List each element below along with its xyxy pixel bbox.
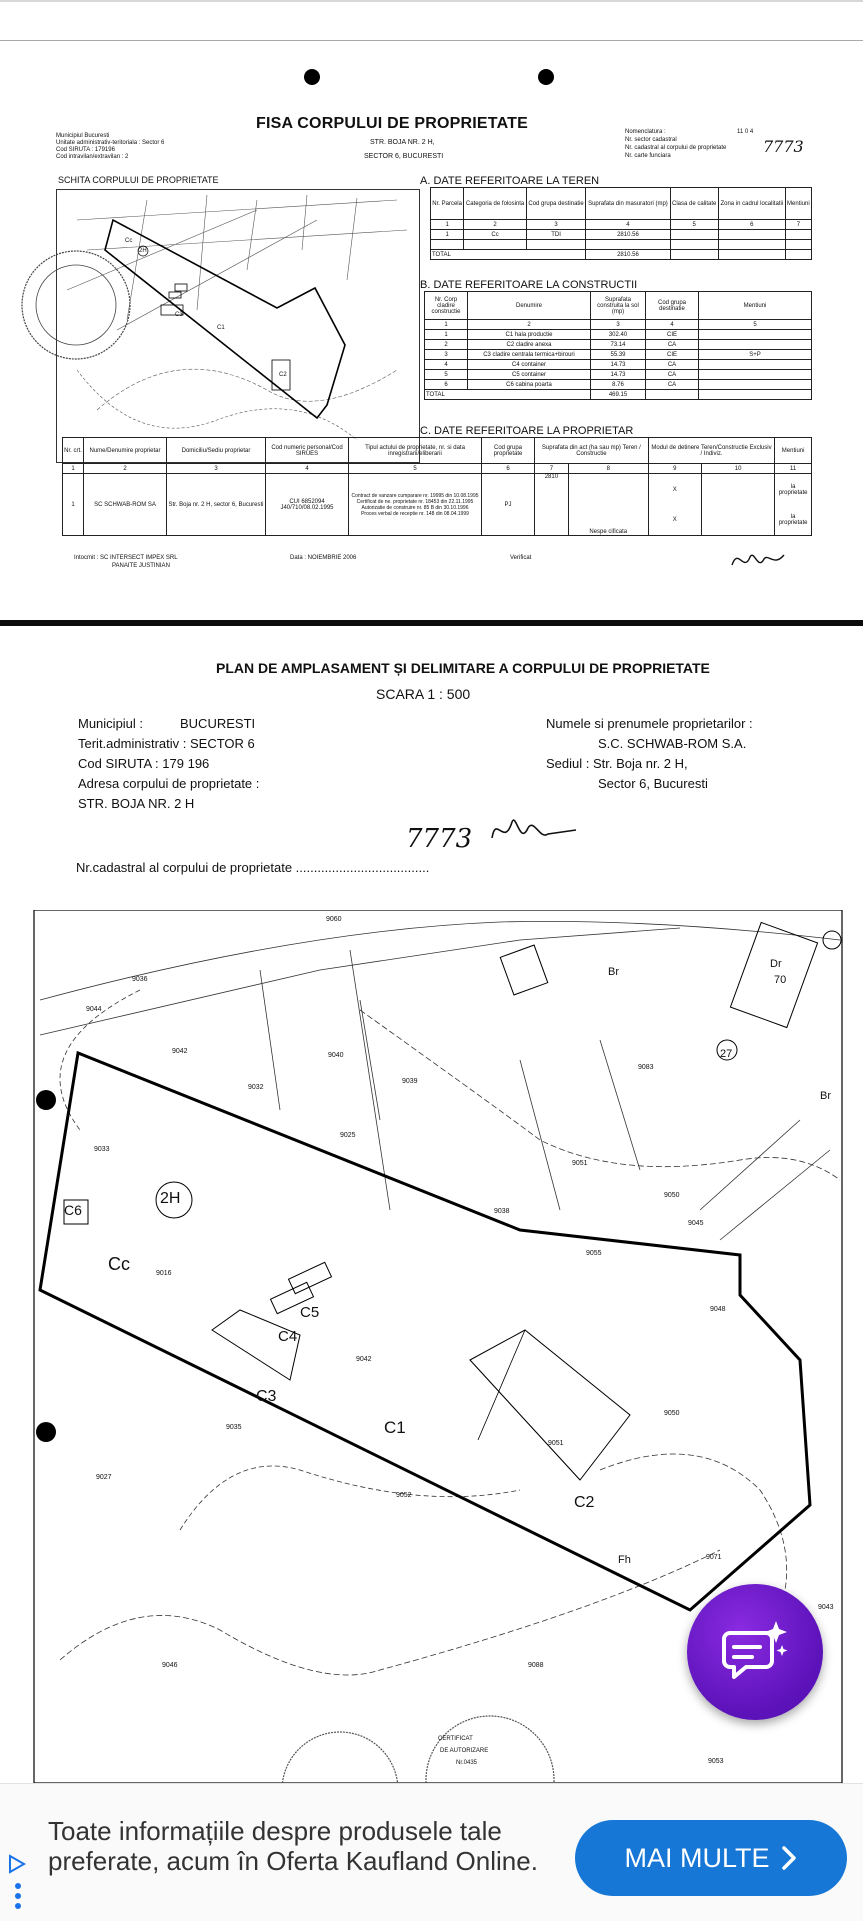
sector-cadastral-label: Nr. sector cadastral <box>625 137 677 143</box>
label-c1: C1 <box>384 1418 406 1437</box>
teren-index: 5 <box>670 220 718 230</box>
teren-cell: 1 <box>431 230 464 240</box>
fisa-document <box>0 40 863 621</box>
constructii-cell <box>699 340 812 350</box>
constructii-cell: 4 <box>425 360 468 370</box>
elevation-label: 9042 <box>356 1356 372 1363</box>
siruta-text-2: Cod SIRUTA : 179 196 <box>78 756 210 771</box>
teren-index: 3 <box>526 220 585 230</box>
constructii-cell: 3 <box>425 350 468 360</box>
handwritten-number: 7773 <box>406 824 473 854</box>
constructii-cell: 5 <box>425 370 468 380</box>
constructii-cell: 8.76 <box>591 380 646 390</box>
stamp-text: CERTIFICAT <box>438 1736 473 1742</box>
proprietar-nr: 1 <box>63 474 84 536</box>
teren-header: Cod grupa destinatie <box>526 188 585 220</box>
proprietar-constructie: Nespe cificata <box>568 474 648 536</box>
label-n27: 27 <box>720 1048 733 1060</box>
proprietar-index: 11 <box>775 464 812 474</box>
elevation-label: 9036 <box>132 976 148 983</box>
elevation-label: 9051 <box>548 1440 564 1447</box>
elevation-label: 9055 <box>586 1250 602 1257</box>
mentiune-line: la proprietate <box>778 513 808 526</box>
constructii-cell: CA <box>646 340 699 350</box>
footer-verificat: Verificat <box>510 555 532 561</box>
sediu-text-2: Sector 6, Bucuresti <box>598 776 708 791</box>
elevation-label: 9052 <box>396 1492 412 1499</box>
constructii-cell: 55.39 <box>591 350 646 360</box>
terit-text: Terit.administrativ : SECTOR 6 <box>78 736 255 751</box>
elevation-label: 9044 <box>86 1006 102 1013</box>
constructii-index: 4 <box>646 320 699 330</box>
proprietar-header: Cod numeric personal/Cod SIRUES <box>266 438 349 464</box>
teren-header: Clasa de calitate <box>670 188 718 220</box>
act-line: Proces verbal de receptie nr. 148 din 08.04.1999 <box>361 510 469 517</box>
label-fh: Fh <box>618 1554 631 1566</box>
siruta-text: Cod SIRUTA : 179196 <box>56 147 115 153</box>
proprietar-header: Nume/Denumire proprietar <box>84 438 167 464</box>
teren-cell: TDI <box>526 230 585 240</box>
elevation-label: 9050 <box>664 1192 680 1199</box>
elevation-label: 9053 <box>708 1758 724 1765</box>
municipiu-text: Municipiul Bucuresti <box>56 133 110 139</box>
elevation-label: 9040 <box>328 1052 344 1059</box>
proprietar-sediu: Str. Boja nr. 2 H, sector 6, Bucuresti <box>167 474 266 536</box>
constructii-cell: CA <box>646 380 699 390</box>
elevation-label: 9032 <box>248 1084 264 1091</box>
ad-text[interactable]: Toate informațiile despre produsele tale preferate, acum în Oferta Kaufland Online. <box>48 1816 538 1876</box>
constructii-cell: C2 cladire anexa <box>468 340 591 350</box>
teren-total-value: 2810.56 <box>586 250 670 260</box>
teren-index: 2 <box>464 220 527 230</box>
constructii-index: 1 <box>425 320 468 330</box>
constructii-cell: 73.14 <box>591 340 646 350</box>
sketch-label-c1: C1 <box>217 325 225 331</box>
constructii-total-value: 469.15 <box>591 390 646 400</box>
constructii-cell: S+P <box>699 350 812 360</box>
constructii-cell <box>699 330 812 340</box>
elevation-label: 9043 <box>818 1604 834 1611</box>
teren-header: Mentiuni <box>785 188 811 220</box>
teren-header: Nr. Parcela <box>431 188 464 220</box>
constructii-cell: 2 <box>425 340 468 350</box>
teren-total-label: TOTAL <box>431 250 586 260</box>
constructii-header: Cod grupa destinatie <box>646 292 699 320</box>
footer-date: Data : NOIEMBRIE 2006 <box>290 555 357 561</box>
constructii-table <box>424 291 812 400</box>
status-divider <box>0 0 863 2</box>
nr-cadastral-line: Nr.cadastral al corpului de proprietate ..................................... <box>76 860 430 875</box>
section-a-title: A. DATE REFERITOARE LA TEREN <box>420 175 600 187</box>
elevation-label: 9016 <box>156 1270 172 1277</box>
elevation-label: 9060 <box>326 916 342 923</box>
constructii-cell: CA <box>646 360 699 370</box>
constructii-cell: C5 container <box>468 370 591 380</box>
elevation-label: 9050 <box>664 1410 680 1417</box>
exclusiv-mark: X <box>672 516 677 523</box>
constructii-index: 2 <box>468 320 591 330</box>
fisa-title: FISA CORPULUI DE PROPRIETATE <box>256 115 528 132</box>
constructii-cell <box>699 380 812 390</box>
proprietar-header: Modul de detinere Teren/Constructie Exclusiv / Indiviz. <box>648 438 775 464</box>
constructii-index: 3 <box>591 320 646 330</box>
elevation-label: 9035 <box>226 1424 242 1431</box>
proprietar-header: Tipul actului de proprietate, nr. si data inregistrarii/eliberarii <box>349 438 482 464</box>
act-line: Certificat de ne. proprietate nr. 18453 din 22.11.1995 <box>356 498 474 505</box>
label-c2: C2 <box>574 1494 595 1511</box>
constructii-total-label: TOTAL <box>425 390 591 400</box>
teren-index: 7 <box>785 220 811 230</box>
label-n70: 70 <box>774 974 787 986</box>
constructii-cell: 14.73 <box>591 370 646 380</box>
teren-cell <box>785 230 811 240</box>
constructii-cell: C3 cladire centrala termica+birouri <box>468 350 591 360</box>
plan-scale: SCARA 1 : 500 <box>376 686 471 702</box>
punch-hole <box>538 69 554 85</box>
stamp-text: Nr.0435 <box>456 1760 478 1766</box>
schita-label: SCHITA CORPULUI DE PROPRIETATE <box>58 175 219 185</box>
sketch-label-2h: 2H <box>139 248 147 254</box>
proprietar-mentiuni <box>775 474 812 536</box>
proprietar-index: 8 <box>568 464 648 474</box>
label-c5: C5 <box>300 1304 320 1321</box>
proprietar-teren: 2810 <box>535 474 569 536</box>
constructii-cell: C1 hala productie <box>468 330 591 340</box>
intravilan-text: Cod intravilan/extravilan : 2 <box>56 154 129 160</box>
label-br2: Br <box>820 1090 831 1102</box>
proprietar-index: 1 <box>63 464 84 474</box>
section-b-title: B. DATE REFERITOARE LA CONSTRUCTII <box>420 279 638 291</box>
teren-header: Zona in cadrul localitatii <box>718 188 785 220</box>
teren-cell: Cc <box>464 230 527 240</box>
cadastral-handwritten: 7773 <box>763 137 804 156</box>
fisa-address-line2: SECTOR 6, BUCURESTI <box>364 153 444 160</box>
act-line: Autorizatie de construire nr. 85 B din 30.10.1996 <box>361 504 469 511</box>
constructii-header: Nr. Corp cladire constructie <box>425 292 468 320</box>
proprietari-label: Numele si prenumele proprietarilor : <box>546 716 753 731</box>
proprietar-header: Mentiuni <box>775 438 812 464</box>
label-dr1: Dr <box>770 958 782 970</box>
proprietar-name: SC SCHWAB-ROM SA <box>84 474 167 536</box>
constructii-cell: 302.40 <box>591 330 646 340</box>
constructii-header: Mentiuni <box>699 292 812 320</box>
adresa-label: Adresa corpului de proprietate : <box>78 776 260 791</box>
teren-header: Categoria de folosinta <box>464 188 527 220</box>
label-cc: Cc <box>108 1254 130 1274</box>
round-stamp <box>14 241 144 371</box>
constructii-cell: 1 <box>425 330 468 340</box>
label-2h: 2H <box>160 1190 181 1207</box>
constructii-cell: 14.73 <box>591 360 646 370</box>
label-c3: C3 <box>256 1388 277 1405</box>
signature <box>728 543 788 579</box>
proprietar-index: 2 <box>84 464 167 474</box>
ai-chat-fab[interactable] <box>687 1584 823 1720</box>
ad-choices-icon[interactable] <box>6 1850 30 1910</box>
sparkle-chat-icon <box>720 1617 790 1687</box>
mai-multe-label: MAI MULTE <box>624 1842 770 1873</box>
ad-banner[interactable] <box>0 1783 863 1921</box>
constructii-cell: CIE <box>646 350 699 360</box>
intocmit-name: PANAITE JUSTINIAN <box>112 563 170 569</box>
municipiu-value: BUCURESTI <box>180 716 256 731</box>
constructii-cell <box>699 360 812 370</box>
proprietar-index: 6 <box>482 464 535 474</box>
teren-header: Suprafata din masuratori (mp) <box>586 188 670 220</box>
proprietar-cod: CUI 6852094 J40/710/08.02.1995 <box>266 474 349 536</box>
proprietar-table <box>62 437 812 536</box>
nr-cadastral-label: Nr. cadastral al corpului de proprietate <box>625 145 727 151</box>
teren-index: 4 <box>586 220 670 230</box>
proprietar-index: 5 <box>349 464 482 474</box>
elevation-label: 9027 <box>96 1474 112 1481</box>
stamp-text: DE AUTORIZARE <box>440 1748 489 1754</box>
signature-2 <box>484 808 584 858</box>
constructii-cell <box>699 370 812 380</box>
punch-hole <box>304 69 320 85</box>
mentiune-line: la proprietate <box>778 483 808 496</box>
elevation-label: 9042 <box>172 1048 188 1055</box>
intocmit-text: Intocmit : SC INTERSECT IMPEX SRL <box>74 555 178 561</box>
proprietar-header: Cod grupa proprietate <box>482 438 535 464</box>
mai-multe-button[interactable] <box>575 1820 847 1896</box>
label-c6: C6 <box>64 1202 82 1218</box>
uat-text: Unitate administrativ-teritoriala : Sector 6 <box>56 140 165 146</box>
teren-cell <box>670 230 718 240</box>
section-c-title: C. DATE REFERITOARE LA PROPRIETAR <box>420 425 634 437</box>
elevation-label: 9033 <box>94 1146 110 1153</box>
elevation-label: 9051 <box>572 1160 588 1167</box>
constructii-index: 5 <box>699 320 812 330</box>
proprietar-acte <box>349 474 482 536</box>
elevation-label: 9038 <box>494 1208 510 1215</box>
elevation-label: 9048 <box>710 1306 726 1313</box>
elevation-label: 9088 <box>528 1662 544 1669</box>
plan-title: PLAN DE AMPLASAMENT ȘI DELIMITARE A CORPULUI DE PROPRIETATE <box>216 660 710 676</box>
elevation-label: 9071 <box>706 1554 722 1561</box>
constructii-cell: C6 cabina poarta <box>468 380 591 390</box>
constructii-cell: 6 <box>425 380 468 390</box>
proprietar-index: 3 <box>167 464 266 474</box>
proprietar-header: Domiciliu/Sediu proprietar <box>167 438 266 464</box>
teren-index: 6 <box>718 220 785 230</box>
proprietar-header: Suprafata din act (ha sau mp) Teren / Constructie <box>535 438 649 464</box>
municipiu-label: Municipiul : <box>78 716 144 731</box>
nomenclatura-value: 11 0 4 <box>737 129 754 135</box>
document-separator <box>0 620 863 626</box>
exclusiv-mark: X <box>672 486 677 493</box>
elevation-label: 9039 <box>402 1078 418 1085</box>
chevron-right-icon <box>780 1845 798 1871</box>
teren-cell: 2810.56 <box>586 230 670 240</box>
teren-index: 1 <box>431 220 464 230</box>
proprietar-header: Nr. crt. <box>63 438 84 464</box>
proprietar-grupa: PJ <box>482 474 535 536</box>
carte-funciara-label: Nr. carte funciara <box>625 153 671 159</box>
constructii-header: Denumire <box>468 292 591 320</box>
elevation-label: 9045 <box>688 1220 704 1227</box>
sketch-label-cc: Cc <box>125 238 133 244</box>
proprietar-index: 4 <box>266 464 349 474</box>
elevation-label: 9046 <box>162 1662 178 1669</box>
constructii-cell: CIE <box>646 330 699 340</box>
teren-table <box>430 187 812 260</box>
nomenclatura-label: Nomenclatura : <box>625 129 666 135</box>
proprietar-exclusiv <box>648 474 701 536</box>
sketch-label-c2: C2 <box>279 372 287 378</box>
sediu-text: Sediul : Str. Boja nr. 2 H, <box>546 756 688 771</box>
elevation-label: 9083 <box>638 1064 654 1071</box>
fisa-address-line1: STR. BOJA NR. 2 H, <box>370 139 435 146</box>
constructii-header: Suprafata construita la sol (mp) <box>591 292 646 320</box>
sketch-label-c3: C3 <box>175 312 183 318</box>
elevation-label: 9025 <box>340 1132 356 1139</box>
proprietar-index: 10 <box>701 464 774 474</box>
proprietar-index: 9 <box>648 464 701 474</box>
adresa-value: STR. BOJA NR. 2 H <box>78 796 195 811</box>
proprietar-value: S.C. SCHWAB-ROM S.A. <box>598 736 747 751</box>
proprietar-index: 7 <box>535 464 569 474</box>
constructii-cell: C4 container <box>468 360 591 370</box>
label-c4: C4 <box>278 1328 298 1345</box>
act-line: Contract de vanzare cumparare nr. 19995 din 10.08.1995 <box>351 492 479 499</box>
label-br1: Br <box>608 966 619 978</box>
constructii-cell: CA <box>646 370 699 380</box>
teren-cell <box>718 230 785 240</box>
